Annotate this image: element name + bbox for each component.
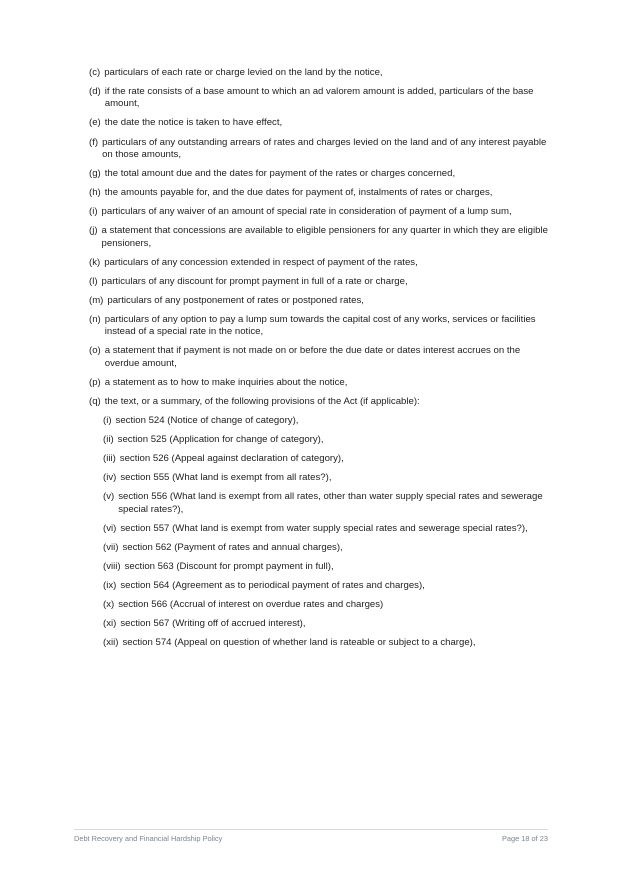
list-item-g [89,168,549,180]
sublist-marker: (i) [103,414,112,426]
footer-page-number: Page 18 of 23 [501,834,548,843]
sublist-marker: (v) [103,491,115,503]
sublist-text: section 566 (Accrual of interest on overdue rates and charges) [118,599,384,611]
sublist-marker: (iv) [103,472,117,484]
list-item-n [89,314,549,339]
sublist-item-x [103,599,549,611]
list-text: particulars of any postponement of rates or postponed rates, [107,294,364,306]
sublist-item-iv [103,472,549,484]
sublist-text: section 557 (What land is exempt from water supply special rates and sewerage special rates?), [120,522,528,534]
sublist-item-xii [103,637,549,649]
list-marker: (j) [89,225,98,237]
list-text: if the rate consists of a base amount to which an ad valorem amount is added, particulars of the base amount, [104,86,534,110]
sublist-marker: (ix) [103,579,117,591]
list-item-c [89,67,549,79]
sublist-item-xi [103,618,549,630]
list-item-e [89,117,549,129]
sublist-item-vii [103,542,549,554]
page-footer [74,829,548,843]
list-marker: (q) [89,395,101,407]
list-text: particulars of any option to pay a lump sum towards the capital cost of any works, services or facilities instead of a special rate in the notice, [104,313,536,338]
sublist-item-v [103,491,549,516]
sublist-text: section 555 (What land is exempt from all rates?), [120,472,332,484]
list-marker: (g) [89,167,101,179]
list-text: particulars of any discount for prompt payment in full of a rate or charge, [101,275,408,287]
sublist-text: section 563 (Discount for prompt payment in full), [124,560,334,572]
list-item-j [89,225,549,250]
sublist-marker: (iii) [103,453,116,465]
list-text: particulars of each rate or charge levied on the land by the notice, [104,67,383,78]
sublist-text: section 526 (Appeal against declaration of category), [119,453,344,465]
sublist-item-ii [103,434,549,446]
list-marker: (l) [89,275,98,287]
sublist-text: section 524 (Notice of change of category), [115,414,299,426]
sublist-text: section 567 (Writing off of accrued interest), [120,618,306,630]
sublist-text: section 562 (Payment of rates and annual charges), [122,541,343,553]
footer-document-title: Debt Recovery and Financial Hardship Policy [74,834,223,843]
list-item-p [89,377,549,389]
list-item-o [89,345,549,370]
sublist-item-i [103,415,549,427]
list-text: particulars of any concession extended in respect of payment of the rates, [104,256,418,268]
sublist-text: section 574 (Appeal on question of whether land is rateable or subject to a charge), [122,637,476,649]
sublist-text: section 556 (What land is exempt from all rates, other than water supply special rates and sewerage special rates?), [118,491,543,515]
list-marker: (n) [89,313,101,325]
list-marker: (c) [89,67,101,78]
list-item-l [89,276,549,288]
sublist-marker: (viii) [103,560,121,572]
sublist-item-viii [103,561,549,573]
list-item-k [89,257,549,269]
list-item-q [89,396,549,408]
notice-particulars-list [89,67,549,656]
list-marker: (d) [89,86,101,98]
sublist-item-iii [103,453,549,465]
list-marker: (o) [89,345,101,357]
sublist-marker: (x) [103,599,115,611]
list-text: a statement that if payment is not made on or before the due date or dates interest accrues on the overdue amount, [104,345,521,369]
list-marker: (e) [89,117,101,129]
list-marker: (m) [89,294,104,306]
list-marker: (f) [89,136,99,148]
list-marker: (h) [89,187,101,199]
list-text: a statement that concessions are available to eligible pensioners for any quarter in which they are eligible pensioners, [101,225,548,249]
sublist-marker: (vi) [103,522,117,534]
list-text: particulars of any waiver of an amount of special rate in consideration of payment of a lump sum, [101,206,512,218]
list-marker: (p) [89,376,101,388]
list-item-d [89,86,549,111]
list-item-f [89,137,549,162]
sublist-marker: (vii) [103,541,119,553]
sublist-item-vi [103,523,549,535]
list-item-h [89,187,549,199]
list-text: the text, or a summary, of the following provisions of the Act (if applicable): [104,395,420,407]
list-text: particulars of any outstanding arrears of rates and charges levied on the land and of any interest payable on those amounts, [102,136,547,160]
list-text: the total amount due and the dates for payment of the rates or charges concerned, [104,167,456,179]
list-text: the amounts payable for, and the due dates for payment of, instalments of rates or charges, [104,187,493,199]
sublist-marker: (xii) [103,637,119,649]
sublist-text: section 564 (Agreement as to periodical payment of rates and charges), [120,579,425,591]
list-marker: (k) [89,256,101,268]
list-item-m [89,295,549,307]
list-text: the date the notice is taken to have effect, [104,117,283,129]
sublist-item-ix [103,580,549,592]
sublist-marker: (xi) [103,618,117,630]
sublist-marker: (ii) [103,433,114,445]
list-item-i [89,206,549,218]
list-text: a statement as to how to make inquiries about the notice, [104,376,348,388]
list-marker: (i) [89,206,98,218]
sublist-text: section 525 (Application for change of category), [117,433,324,445]
act-provisions-sublist [103,415,549,650]
